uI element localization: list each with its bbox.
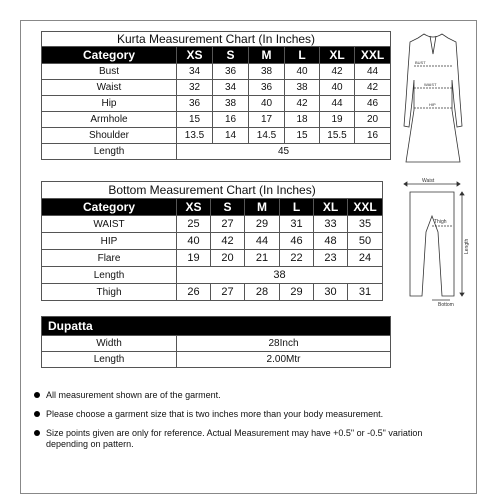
- length-row: [42, 267, 383, 284]
- table-cell: 19: [177, 250, 211, 267]
- table-cell: 19: [320, 112, 355, 128]
- table-cell: 28: [245, 284, 280, 301]
- table-cell: 40: [285, 64, 320, 80]
- table-cell: 13.5: [177, 128, 213, 144]
- table-cell: 15.5: [320, 128, 355, 144]
- table-row: [42, 80, 391, 96]
- table-cell: 50: [348, 233, 383, 250]
- bottom-thigh-label: Thigh: [434, 219, 447, 225]
- size-header-l: L: [285, 47, 320, 64]
- table-cell: 36: [213, 64, 249, 80]
- bottom-hem-label: Bottom: [438, 302, 454, 308]
- size-header-xl: XL: [320, 47, 355, 64]
- table-cell: 32: [177, 80, 213, 96]
- table-cell: 42: [355, 80, 391, 96]
- dupatta-measurement-table: [41, 316, 391, 368]
- row-label: Thigh: [42, 284, 177, 301]
- table-cell: 40: [249, 96, 285, 112]
- size-header-xxl: XXL: [355, 47, 391, 64]
- note-item: All measurement shown are of the garment.: [34, 390, 424, 401]
- note-item: Size points given are only for reference. Actual Measurement may have +0.5" or -0.5" variation depending on pattern.: [34, 428, 424, 450]
- notes-list: [34, 390, 424, 458]
- bottom-length-label: Length: [464, 238, 470, 254]
- table-cell: 31: [280, 216, 314, 233]
- row-label: Length: [42, 144, 177, 160]
- table-cell: 25: [177, 216, 211, 233]
- table-cell: 15: [177, 112, 213, 128]
- kurta-waist-label: WAIST: [424, 82, 437, 87]
- size-header-m: M: [249, 47, 285, 64]
- category-header: Category: [42, 199, 177, 216]
- table-row: [42, 250, 383, 267]
- table-cell: 36: [177, 96, 213, 112]
- table-row: [42, 336, 391, 352]
- table-cell: 38: [285, 80, 320, 96]
- table-cell: 20: [355, 112, 391, 128]
- dupatta-value: 28Inch: [177, 336, 391, 352]
- bottom-diagram: [398, 176, 472, 308]
- row-label: Length: [42, 267, 177, 284]
- table-row: [42, 96, 391, 112]
- table-cell: 27: [211, 284, 245, 301]
- table-cell: 20: [211, 250, 245, 267]
- table-cell: 14.5: [249, 128, 285, 144]
- table-cell: 40: [177, 233, 211, 250]
- table-cell: 15: [285, 128, 320, 144]
- size-header-l: L: [280, 199, 314, 216]
- table-row: [42, 216, 383, 233]
- table-cell: 27: [211, 216, 245, 233]
- table-cell: 44: [245, 233, 280, 250]
- table-cell: 22: [280, 250, 314, 267]
- table-cell: 29: [280, 284, 314, 301]
- table-cell: 18: [285, 112, 320, 128]
- table-cell: 30: [314, 284, 348, 301]
- table-cell: 35: [348, 216, 383, 233]
- kurta-measurement-table: [41, 31, 391, 160]
- table-cell: 33: [314, 216, 348, 233]
- table-cell: 38: [213, 96, 249, 112]
- bottom-chart-title: Bottom Measurement Chart (In Inches): [42, 182, 383, 199]
- bullet-icon: [34, 430, 40, 436]
- table-cell: 26: [177, 284, 211, 301]
- row-label: Length: [42, 352, 177, 368]
- length-value: 38: [177, 267, 383, 284]
- category-header: Category: [42, 47, 177, 64]
- note-item: Please choose a garment size that is two inches more than your body measurement.: [34, 409, 424, 420]
- kurta-chart-title: Kurta Measurement Chart (In Inches): [42, 32, 391, 47]
- row-label: HIP: [42, 233, 177, 250]
- kurta-hip-label: HIP: [429, 102, 436, 107]
- row-label: Flare: [42, 250, 177, 267]
- kurta-diagram: [400, 30, 466, 170]
- length-row: [42, 144, 391, 160]
- table-cell: 23: [314, 250, 348, 267]
- size-header-xs: XS: [177, 47, 213, 64]
- table-cell: 42: [211, 233, 245, 250]
- table-row: [42, 64, 391, 80]
- table-cell: 46: [280, 233, 314, 250]
- row-label: Shoulder: [42, 128, 177, 144]
- table-row: [42, 284, 383, 301]
- table-cell: 31: [348, 284, 383, 301]
- table-cell: 46: [355, 96, 391, 112]
- table-row: [42, 352, 391, 368]
- row-label: Hip: [42, 96, 177, 112]
- kurta-bust-label: BUST: [415, 60, 426, 65]
- table-row: [42, 128, 391, 144]
- table-cell: 29: [245, 216, 280, 233]
- size-header-xl: XL: [314, 199, 348, 216]
- row-label: WAIST: [42, 216, 177, 233]
- table-row: [42, 233, 383, 250]
- table-cell: 36: [249, 80, 285, 96]
- size-header-xs: XS: [177, 199, 211, 216]
- row-label: Armhole: [42, 112, 177, 128]
- table-cell: 24: [348, 250, 383, 267]
- table-cell: 21: [245, 250, 280, 267]
- bullet-icon: [34, 392, 40, 398]
- row-label: Width: [42, 336, 177, 352]
- table-cell: 42: [285, 96, 320, 112]
- table-cell: 34: [213, 80, 249, 96]
- bottom-measurement-table: [41, 181, 383, 301]
- table-cell: 16: [355, 128, 391, 144]
- table-cell: 34: [177, 64, 213, 80]
- table-cell: 38: [249, 64, 285, 80]
- dupatta-value: 2.00Mtr: [177, 352, 391, 368]
- size-header-m: M: [245, 199, 280, 216]
- bottom-waist-label: Waist: [422, 178, 435, 184]
- table-row: [42, 112, 391, 128]
- size-header-xxl: XXL: [348, 199, 383, 216]
- size-header-s: S: [213, 47, 249, 64]
- bullet-icon: [34, 411, 40, 417]
- table-cell: 48: [314, 233, 348, 250]
- table-cell: 44: [320, 96, 355, 112]
- table-cell: 40: [320, 80, 355, 96]
- table-cell: 17: [249, 112, 285, 128]
- row-label: Waist: [42, 80, 177, 96]
- dupatta-title: Dupatta: [42, 317, 391, 336]
- length-value: 45: [177, 144, 391, 160]
- table-cell: 44: [355, 64, 391, 80]
- table-cell: 14: [213, 128, 249, 144]
- size-header-s: S: [211, 199, 245, 216]
- table-cell: 42: [320, 64, 355, 80]
- table-cell: 16: [213, 112, 249, 128]
- row-label: Bust: [42, 64, 177, 80]
